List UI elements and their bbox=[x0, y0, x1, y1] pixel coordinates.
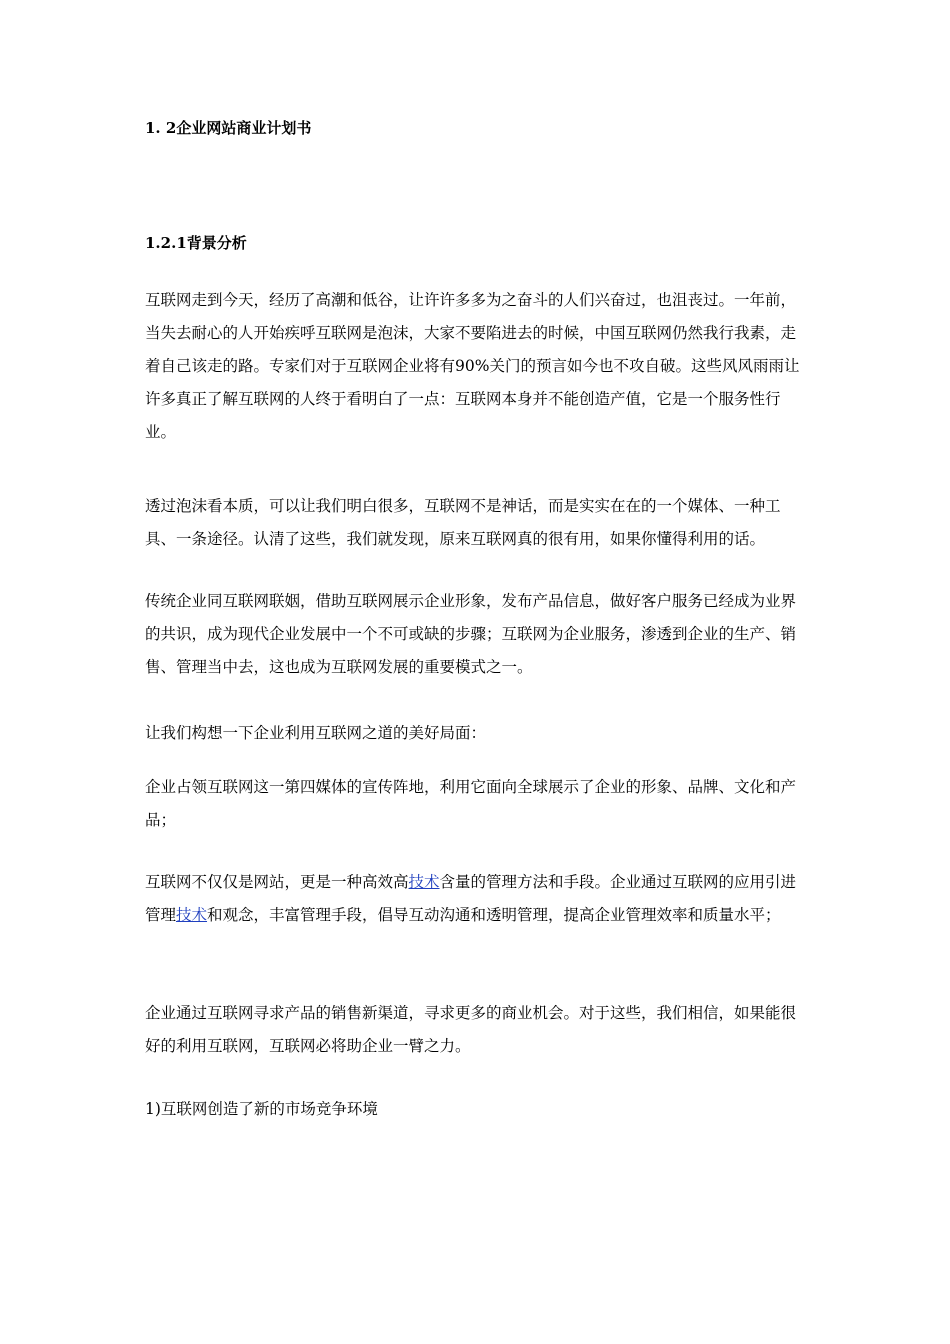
paragraph-management bbox=[145, 866, 810, 932]
section-heading: 1.2.1背景分析 bbox=[145, 234, 247, 252]
document-title: 1. 2企业网站商业计划书 bbox=[145, 119, 312, 137]
paragraph-text: 含量的管理方法和手段。企业通过互联网的应用引进管理 bbox=[145, 873, 797, 924]
paragraph-text: 互联网不仅仅是网站，更是一种高效高 bbox=[145, 873, 409, 891]
paragraph-media: 企业占领互联网这一第四媒体的宣传阵地，利用它面向全球展示了企业的形象、品牌、文化和产品； bbox=[145, 778, 797, 829]
paragraph-sales-channel: 企业通过互联网寻求产品的销售新渠道，寻求更多的商业机会。对于这些，我们相信，如果能很好的利用互联网，互联网必将助企业一臂之力。 bbox=[145, 1004, 797, 1055]
technology-link[interactable]: 技术 bbox=[176, 906, 208, 924]
paragraph-essence: 透过泡沫看本质，可以让我们明白很多，互联网不是神话，而是实实在在的一个媒体、一种工具、一条途径。认清了这些，我们就发现，原来互联网真的很有用，如果你懂得利用的话。 bbox=[145, 497, 781, 548]
technology-link[interactable]: 技术 bbox=[408, 873, 440, 891]
paragraph-intro: 互联网走到今天，经历了高潮和低谷，让许许多多为之奋斗的人们兴奋过，也沮丧过。一年前，当失去耐心的人开始疾呼互联网是泡沫，大家不要陷进去的时候，中国互联网仍然我行我素，走着自己该走的路。专家们对于互联网企业将有90%关门的预言如今也不攻自破。这些风风雨雨让许多真正了解互联网的人终于看明白了一点：互联网本身并不能创造产值，它是一个服务性行业。 bbox=[145, 291, 800, 441]
paragraph-vision: 让我们构想一下企业利用互联网之道的美好局面： bbox=[145, 724, 487, 742]
paragraph-text: 和观念，丰富管理手段，倡导互动沟通和透明管理，提高企业管理效率和质量水平； bbox=[207, 906, 781, 924]
paragraph-traditional-enterprise: 传统企业同互联网联姻，借助互联网展示企业形象，发布产品信息，做好客户服务已经成为业界的共识，成为现代企业发展中一个不可或缺的步骤；互联网为企业服务，渗透到企业的生产、销售、管理当中去，这也成为互联网发展的重要模式之一。 bbox=[145, 592, 797, 676]
list-item-heading: 1)互联网创造了新的市场竞争环境 bbox=[145, 1100, 378, 1118]
